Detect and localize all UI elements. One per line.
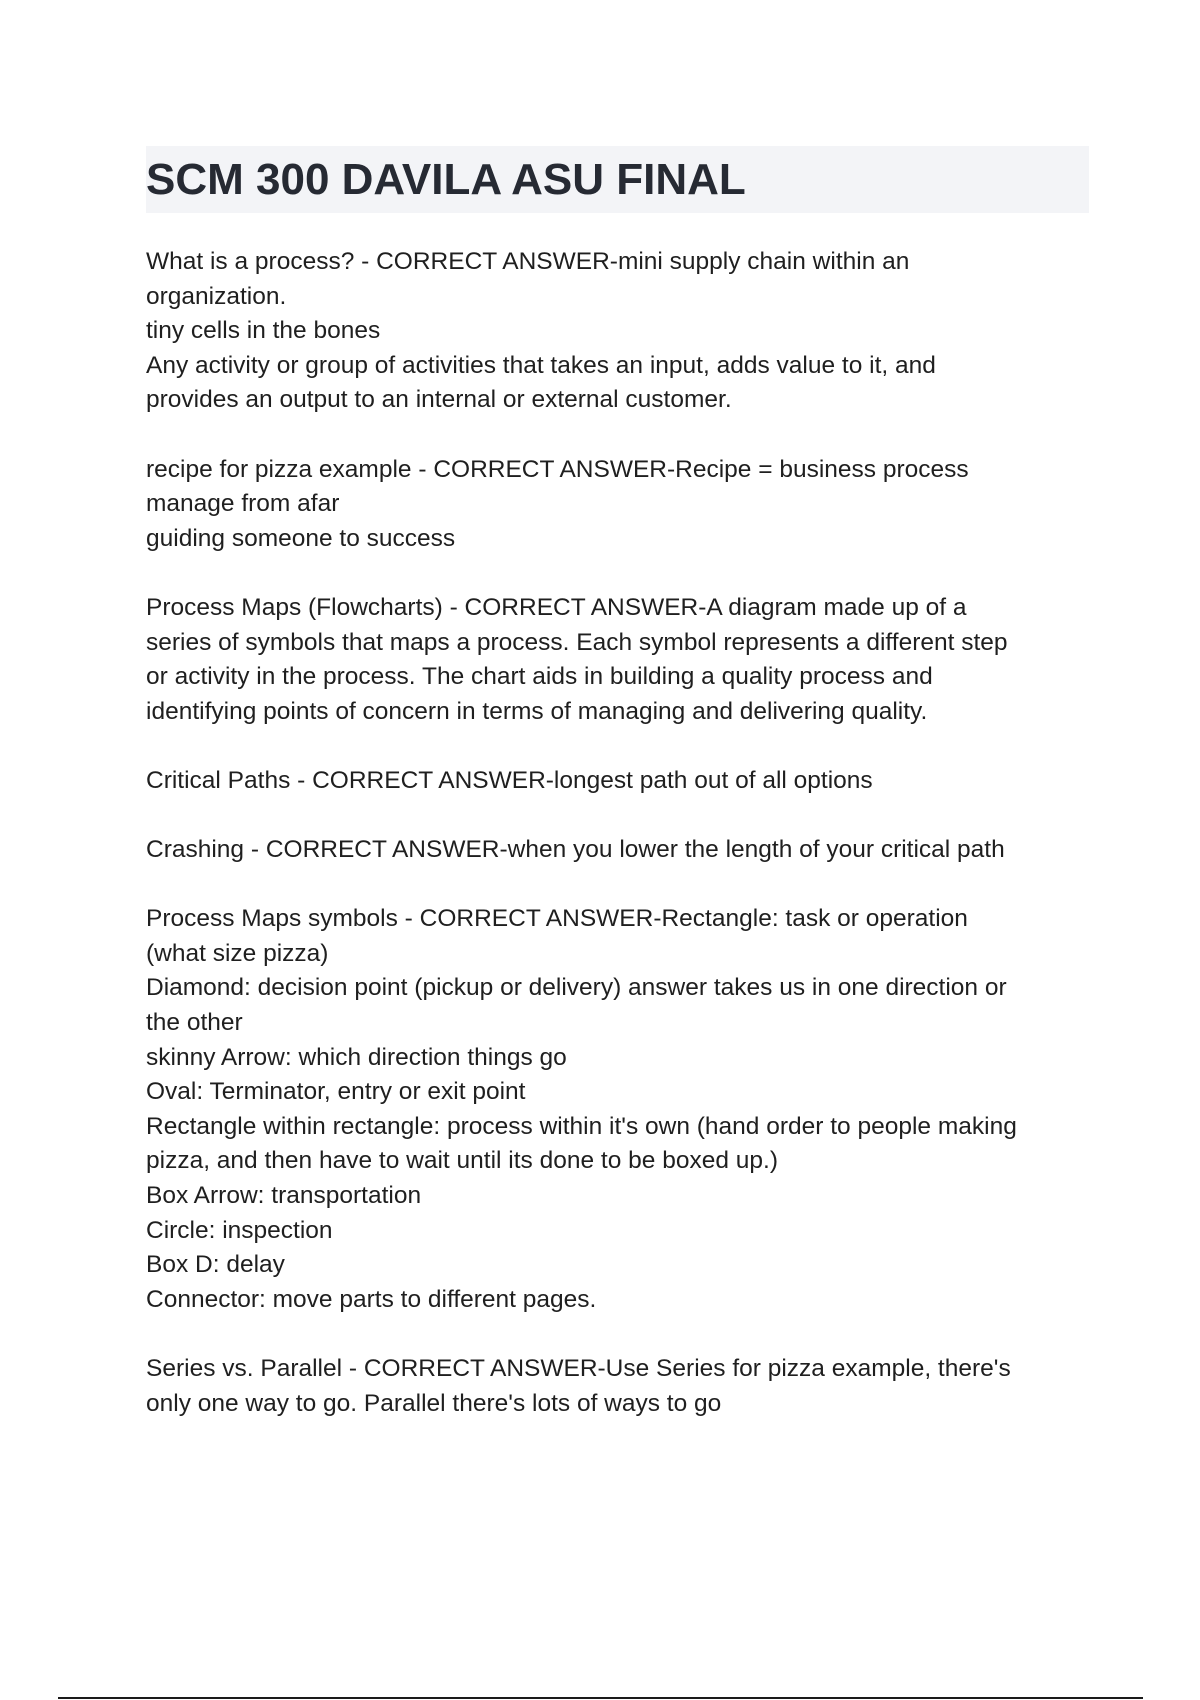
entry-line: Diamond: decision point (pickup or delivery) answer takes us in one direction or <box>146 974 1007 1002</box>
entry-line: provides an output to an internal or external customer. <box>146 386 732 414</box>
entry-line: organization. <box>146 282 287 310</box>
entry-critical-paths <box>146 764 1086 799</box>
entry-line: Critical Paths - CORRECT ANSWER-longest path out of all options <box>146 766 873 794</box>
entry-line: Box Arrow: transportation <box>146 1182 422 1210</box>
entry-process <box>146 245 1086 418</box>
entry-line: tiny cells in the bones <box>146 317 381 345</box>
document-body <box>146 245 1086 1456</box>
entry-line: the other <box>146 1009 243 1037</box>
entry-line: recipe for pizza example - CORRECT ANSWER-Recipe = business process <box>146 455 969 483</box>
entry-line: manage from afar <box>146 490 340 518</box>
entry-line: pizza, and then have to wait until its done to be boxed up.) <box>146 1147 778 1175</box>
entry-line: (what size pizza) <box>146 939 329 967</box>
entry-line: Series vs. Parallel - CORRECT ANSWER-Use Series for pizza example, there's <box>146 1355 1011 1382</box>
entry-line: Rectangle within rectangle: process within it's own (hand order to people making <box>146 1112 1017 1140</box>
entry-line: skinny Arrow: which direction things go <box>146 1043 567 1071</box>
entry-line: Circle: inspection <box>146 1216 333 1244</box>
entry-line: Connector: move parts to different pages. <box>146 1285 597 1313</box>
entry-line: or activity in the process. The chart aids in building a quality process and <box>146 663 933 691</box>
entry-line: only one way to go. Parallel there's lots of ways to go <box>146 1389 722 1417</box>
entry-line: Box D: delay <box>146 1251 285 1279</box>
entry-process-maps <box>146 591 1086 729</box>
entry-process-map-symbols <box>146 902 1086 1317</box>
document-title: SCM 300 DAVILA ASU FINAL <box>146 155 746 204</box>
entry-line: Oval: Terminator, entry or exit point <box>146 1078 526 1106</box>
entry-line: Process Maps (Flowcharts) - CORRECT ANSWER-A diagram made up of a <box>146 593 967 621</box>
entry-line: identifying points of concern in terms of managing and delivering quality. <box>146 697 928 725</box>
entry-line: guiding someone to success <box>146 524 456 552</box>
entry-line: Crashing - CORRECT ANSWER-when you lower the length of your critical path <box>146 836 1005 864</box>
entry-series-vs-parallel <box>146 1352 1086 1421</box>
entry-recipe-pizza <box>146 453 1086 557</box>
entry-line: What is a process? - CORRECT ANSWER-mini supply chain within an <box>146 248 910 275</box>
entry-crashing <box>146 833 1086 868</box>
footer-divider <box>58 1697 1143 1699</box>
entry-line: Any activity or group of activities that takes an input, adds value to it, and <box>146 351 936 379</box>
entry-line: series of symbols that maps a process. Each symbol represents a different step <box>146 628 1008 656</box>
entry-line: Process Maps symbols - CORRECT ANSWER-Rectangle: task or operation <box>146 905 968 933</box>
